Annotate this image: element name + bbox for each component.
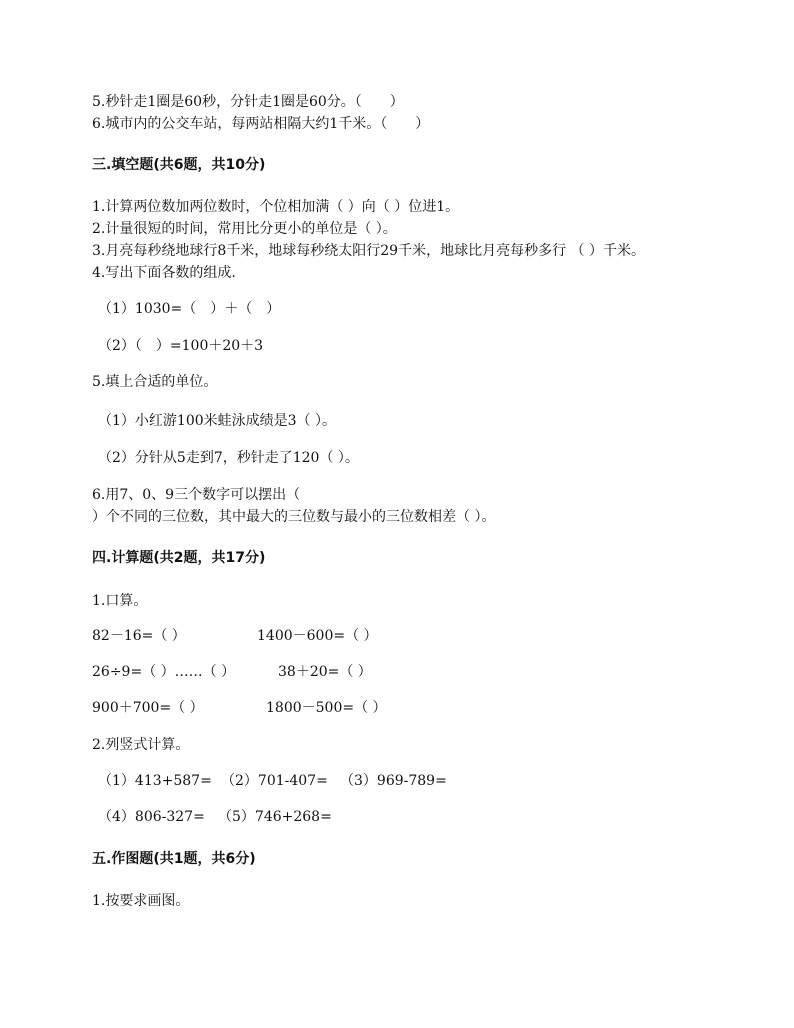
section-heading-draw: 五.作图题(共1题，共6分) (92, 851, 256, 867)
oral-calc-4: 38＋20=（ ） (278, 664, 372, 680)
tf-question-6: 6.城市内的公交车站，每两站相隔大约1千米。（ ） (92, 116, 430, 132)
vertical-calc-1: （1）413+587= (98, 773, 212, 789)
oral-calc-3: 26÷9=（ ）……（ ） (92, 664, 236, 680)
fill-question-5: 5.填上合适的单位。 (92, 374, 218, 390)
fill-question-1: 1.计算两位数加两位数时，个位相加满（ ）向（ ）位进1。 (92, 199, 460, 215)
vertical-calc-5: （5）746+268= (218, 809, 332, 825)
oral-calc-2: 1400－600=（ ） (257, 628, 378, 644)
oral-calc-1: 82－16=（ ） (92, 628, 186, 644)
vertical-calc-3: （3）969-789= (340, 773, 447, 789)
section-heading-fill: 三.填空题(共6题，共10分) (92, 157, 266, 173)
vertical-calc-2: （2）701-407= (221, 773, 328, 789)
tf-question-5: 5.秒针走1圈是60秒，分针走1圈是60分。（ ） (92, 94, 404, 110)
fill-question-4: 4.写出下面各数的组成. (92, 265, 236, 281)
fill-question-2: 2.计量很短的时间，常用比分更小的单位是（ ）。 (92, 221, 397, 237)
fill-question-6-line-1: 6.用7、0、9三个数字可以摆出（ (92, 487, 301, 503)
draw-question-1: 1.按要求画图。 (92, 893, 190, 909)
section-heading-calc: 四.计算题(共2题，共17分) (92, 550, 266, 566)
vertical-calc-4: （4）806-327= (98, 809, 205, 825)
fill-question-4-part-2: （2）（ ）=100＋20＋3 (98, 338, 264, 354)
calc-question-2: 2.列竖式计算。 (92, 737, 190, 753)
fill-question-5-part-1: （1）小红游100米蛙泳成绩是3（ ）。 (98, 413, 336, 429)
fill-question-4-part-1: （1）1030=（ ）＋（ ） (98, 301, 281, 317)
fill-question-3: 3.月亮每秒绕地球行8千米，地球每秒绕太阳行29千米，地球比月亮每秒多行 （ ）千米。 (92, 243, 645, 259)
calc-question-1: 1.口算。 (92, 593, 148, 609)
oral-calc-5: 900＋700=（ ） (92, 700, 204, 716)
fill-question-6-line-2: ）个不同的三位数，其中最大的三位数与最小的三位数相差（ ）。 (92, 509, 496, 525)
oral-calc-6: 1800－500=（ ） (266, 700, 387, 716)
fill-question-5-part-2: （2）分针从5走到7，秒针走了120（ ）。 (98, 450, 359, 466)
